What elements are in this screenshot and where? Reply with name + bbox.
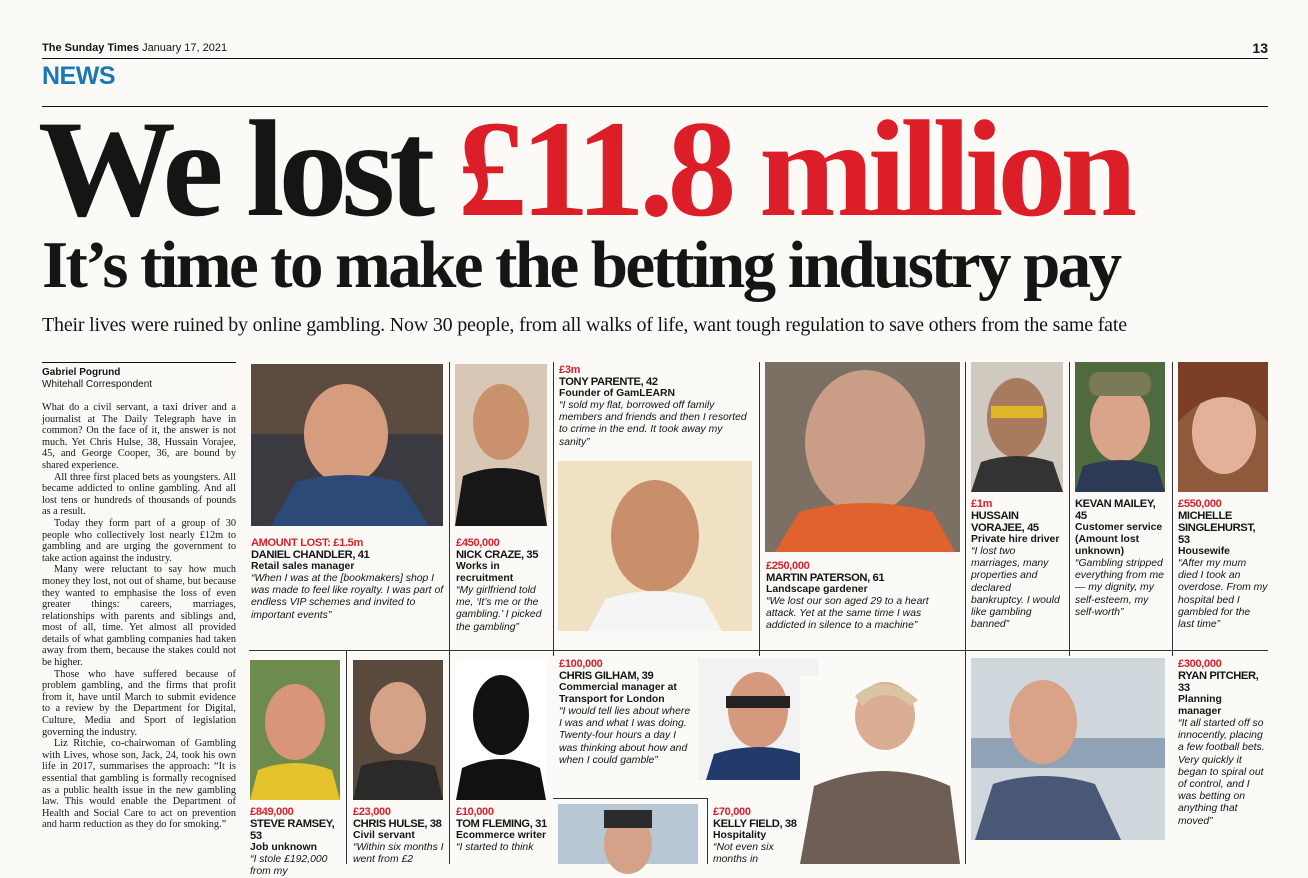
row-rule — [553, 798, 707, 799]
profile-job: Ecommerce writer — [456, 830, 547, 841]
profile-name: KELLY FIELD, 38 — [713, 818, 797, 830]
profile-name: TONY PARENTE, 42 — [559, 376, 658, 388]
profile-name: MICHELLE SINGLEHURST, 53 — [1178, 510, 1256, 546]
profile-tony-parente — [559, 364, 755, 449]
amount-lost: £70,000 — [713, 806, 751, 818]
column-rule — [449, 362, 450, 864]
profile-nick-craze — [456, 537, 550, 634]
standfirst: Their lives were ruined by online gambling. Now 30 people, from all walks of life, want tough regulation to save others from the same fate — [42, 314, 1127, 336]
photo-ryan-pitcher — [971, 658, 1165, 840]
profile-quote: “Not even six months in — [713, 842, 774, 866]
column-rule — [707, 798, 708, 864]
photo-daniel-chandler — [251, 364, 443, 526]
amount-lost: £849,000 — [250, 806, 294, 818]
photo-tony-parente — [558, 461, 752, 631]
headline-amount: £11.8 million — [457, 92, 1132, 245]
profile-quote: “Within six months I went from £2 — [353, 842, 444, 866]
profile-name: DANIEL CHANDLER, 41 — [251, 549, 370, 561]
paragraph: Today they form part of a group of 30 people who collectively lost nearly £12m to gambling and are urging the government to take action against the industry. — [42, 517, 236, 564]
profile-quote: “When I was at the [bookmakers] shop I was made to feel like royalty. I was part of endless VIP schemes and invited to important events” — [251, 573, 444, 621]
profile-name: MARTIN PATERSON, 61 — [766, 572, 885, 584]
profile-quote: “I sold my flat, borrowed off family members and friends and then I resorted to crime in the end. It took away my sanity” — [559, 400, 747, 448]
column-rule — [1069, 362, 1070, 656]
paragraph: What do a civil servant, a taxi driver and a journalist at The Daily Telegraph have in common? On the face of it, the answer is not much. Yet Chris Hulse, 38, Hussain Vorajee, 45, and George Cooper, 36, are bound by shared experience. — [42, 402, 236, 471]
profile-quote: “My girlfriend told me, ‘It’s me or the gambling.’ I picked the gambling” — [456, 585, 542, 633]
headline — [38, 92, 1132, 245]
profile-job: Housewife — [1178, 546, 1230, 557]
profile-hussain-vorajee — [971, 498, 1065, 631]
profile-name: STEVE RAMSEY, 53 — [250, 818, 335, 842]
headline-part-1: We lost — [38, 92, 458, 245]
profile-ryan-pitcher — [1178, 658, 1268, 828]
paragraph: Those who have suffered because of problem gambling, and the firms that profit from it, have until March to submit evidence to a review by the Department for Digital, Culture, Media and Sport of legislation governing the industry. — [42, 668, 236, 738]
paragraph: Liz Ritchie, co-chairwoman of Gambling with Lives, whose son, Jack, 24, took his own life in 2017, summarises the approach: “It is essential that gambling is formally recognised as a public health issue in the new gambling law. This would enable the Department of Health and Social Care to act on prevention and harm reduction as they do for smoking.” — [42, 738, 236, 831]
amount-lost: £250,000 — [766, 560, 810, 572]
profile-job: Commercial manager at Transport for London — [559, 682, 677, 705]
author-role: Whitehall Correspondent — [42, 379, 153, 390]
profile-daniel-chandler — [251, 537, 447, 622]
photo-woman-sequin-dress — [800, 676, 960, 864]
amount-lost: £300,000 — [1178, 658, 1222, 670]
profile-job: Civil servant — [353, 830, 415, 841]
paper-name: The Sunday Times — [42, 42, 139, 54]
amount-lost: £450,000 — [456, 537, 500, 549]
paragraph: Many were reluctant to say how much money they lost, not out of shame, but because they wanted to emphasise the loss of even greater things: careers, marriages, relationships with parents and siblings and, most of all, time. Yet almost all provided details of what gambling companies had taken away from them, because the stakes could not be higher. — [42, 564, 236, 669]
photo-kevan-mailey — [1075, 362, 1165, 492]
profile-michelle-singlehurst — [1178, 498, 1268, 631]
profile-chris-gilham — [559, 658, 691, 767]
profile-quote: “I would tell lies about where I was and what I was doing. Twenty-four hours a day I was thinking about how and when I could gamble” — [559, 706, 691, 766]
profile-job: Job unknown — [250, 842, 317, 853]
profile-tom-fleming — [456, 806, 550, 854]
column-rule — [553, 362, 554, 656]
column-rule — [346, 650, 347, 864]
profile-name: NICK CRAZE, 35 — [456, 549, 539, 561]
profile-quote: “Gambling stripped everything from me — my dignity, my self-esteem, my self-worth” — [1075, 558, 1164, 618]
row-rule — [249, 650, 1268, 651]
profile-name: CHRIS HULSE, 38 — [353, 818, 442, 830]
profile-job: Customer service (Amount lost unknown) — [1075, 522, 1163, 557]
photo-kelly-field — [558, 804, 698, 864]
profile-job: Planning manager — [1178, 694, 1222, 717]
amount-lost: £23,000 — [353, 806, 391, 818]
author-name: Gabriel Pogrund — [42, 367, 121, 378]
section-label: NEWS — [42, 62, 115, 90]
profile-name: KEVAN MAILEY, 45 — [1075, 498, 1156, 522]
amount-lost: £3m — [559, 364, 581, 376]
profile-kelly-field — [713, 806, 799, 866]
masthead — [42, 42, 1268, 58]
photo-michelle-singlehurst — [1178, 362, 1268, 492]
profile-steve-ramsey — [250, 806, 344, 878]
profile-job: Founder of GamLEARN — [559, 388, 676, 399]
profile-quote: “After my mum died I took an overdose. From my hospital bed I gambled for the last time” — [1178, 558, 1268, 631]
amount-lost: £10,000 — [456, 806, 494, 818]
profile-quote: “I lost two marriages, many properties and declared bankruptcy. I would like gambling banned” — [971, 546, 1060, 631]
issue-date: January 17, 2021 — [142, 42, 228, 54]
photo-martin-paterson — [765, 362, 960, 552]
amount-lost: £550,000 — [1178, 498, 1222, 510]
profile-kevan-mailey — [1075, 498, 1169, 619]
profile-name: TOM FLEMING, 31 — [456, 818, 547, 830]
profile-martin-paterson — [766, 560, 962, 633]
photo-steve-ramsey — [250, 660, 340, 800]
profile-name: CHRIS GILHAM, 39 — [559, 670, 654, 682]
profile-quote: “I stole £192,000 from my — [250, 854, 328, 878]
photo-tom-fleming-silhouette — [456, 660, 546, 800]
profile-quote: “We lost our son aged 29 to a heart attack. Yet at the same time I was addicted in silence to a machine” — [766, 596, 929, 632]
amount-lost: £100,000 — [559, 658, 603, 670]
profile-job: Works in recruitment — [456, 561, 514, 584]
photo-nick-craze — [455, 364, 547, 526]
profile-job: Private hire driver — [971, 534, 1060, 545]
masthead-rule — [42, 58, 1268, 59]
profile-quote: “It all started off so innocently, placing a few football bets. Very quickly it began to spiral out of control, and I was betting on anything that moved” — [1178, 718, 1265, 827]
profile-job: Retail sales manager — [251, 561, 355, 572]
amount-lost: £1m — [971, 498, 993, 510]
photo-chris-hulse — [353, 660, 443, 800]
profile-name: RYAN PITCHER, 33 — [1178, 670, 1259, 694]
column-rule — [965, 362, 966, 864]
profile-job: Hospitality — [713, 830, 767, 841]
column-rule — [759, 362, 760, 656]
profile-chris-hulse — [353, 806, 447, 866]
profile-job: Landscape gardener — [766, 584, 868, 595]
byline — [42, 362, 236, 391]
article-body — [42, 402, 236, 831]
paragraph: All three first placed bets as youngsters. All became addicted to online gambling. And all lost tens or hundreds of thousands of pounds as a result. — [42, 471, 236, 518]
profile-name: HUSSAIN VORAJEE, 45 — [971, 510, 1039, 534]
page-number: 13 — [1252, 40, 1268, 56]
photo-hussain-vorajee — [971, 362, 1063, 492]
column-rule — [1172, 362, 1173, 656]
amount-lost: AMOUNT LOST: £1.5m — [251, 537, 363, 549]
profile-quote: “I started to think — [456, 842, 534, 853]
subheadline: It’s time to make the betting industry pay — [42, 228, 1120, 302]
